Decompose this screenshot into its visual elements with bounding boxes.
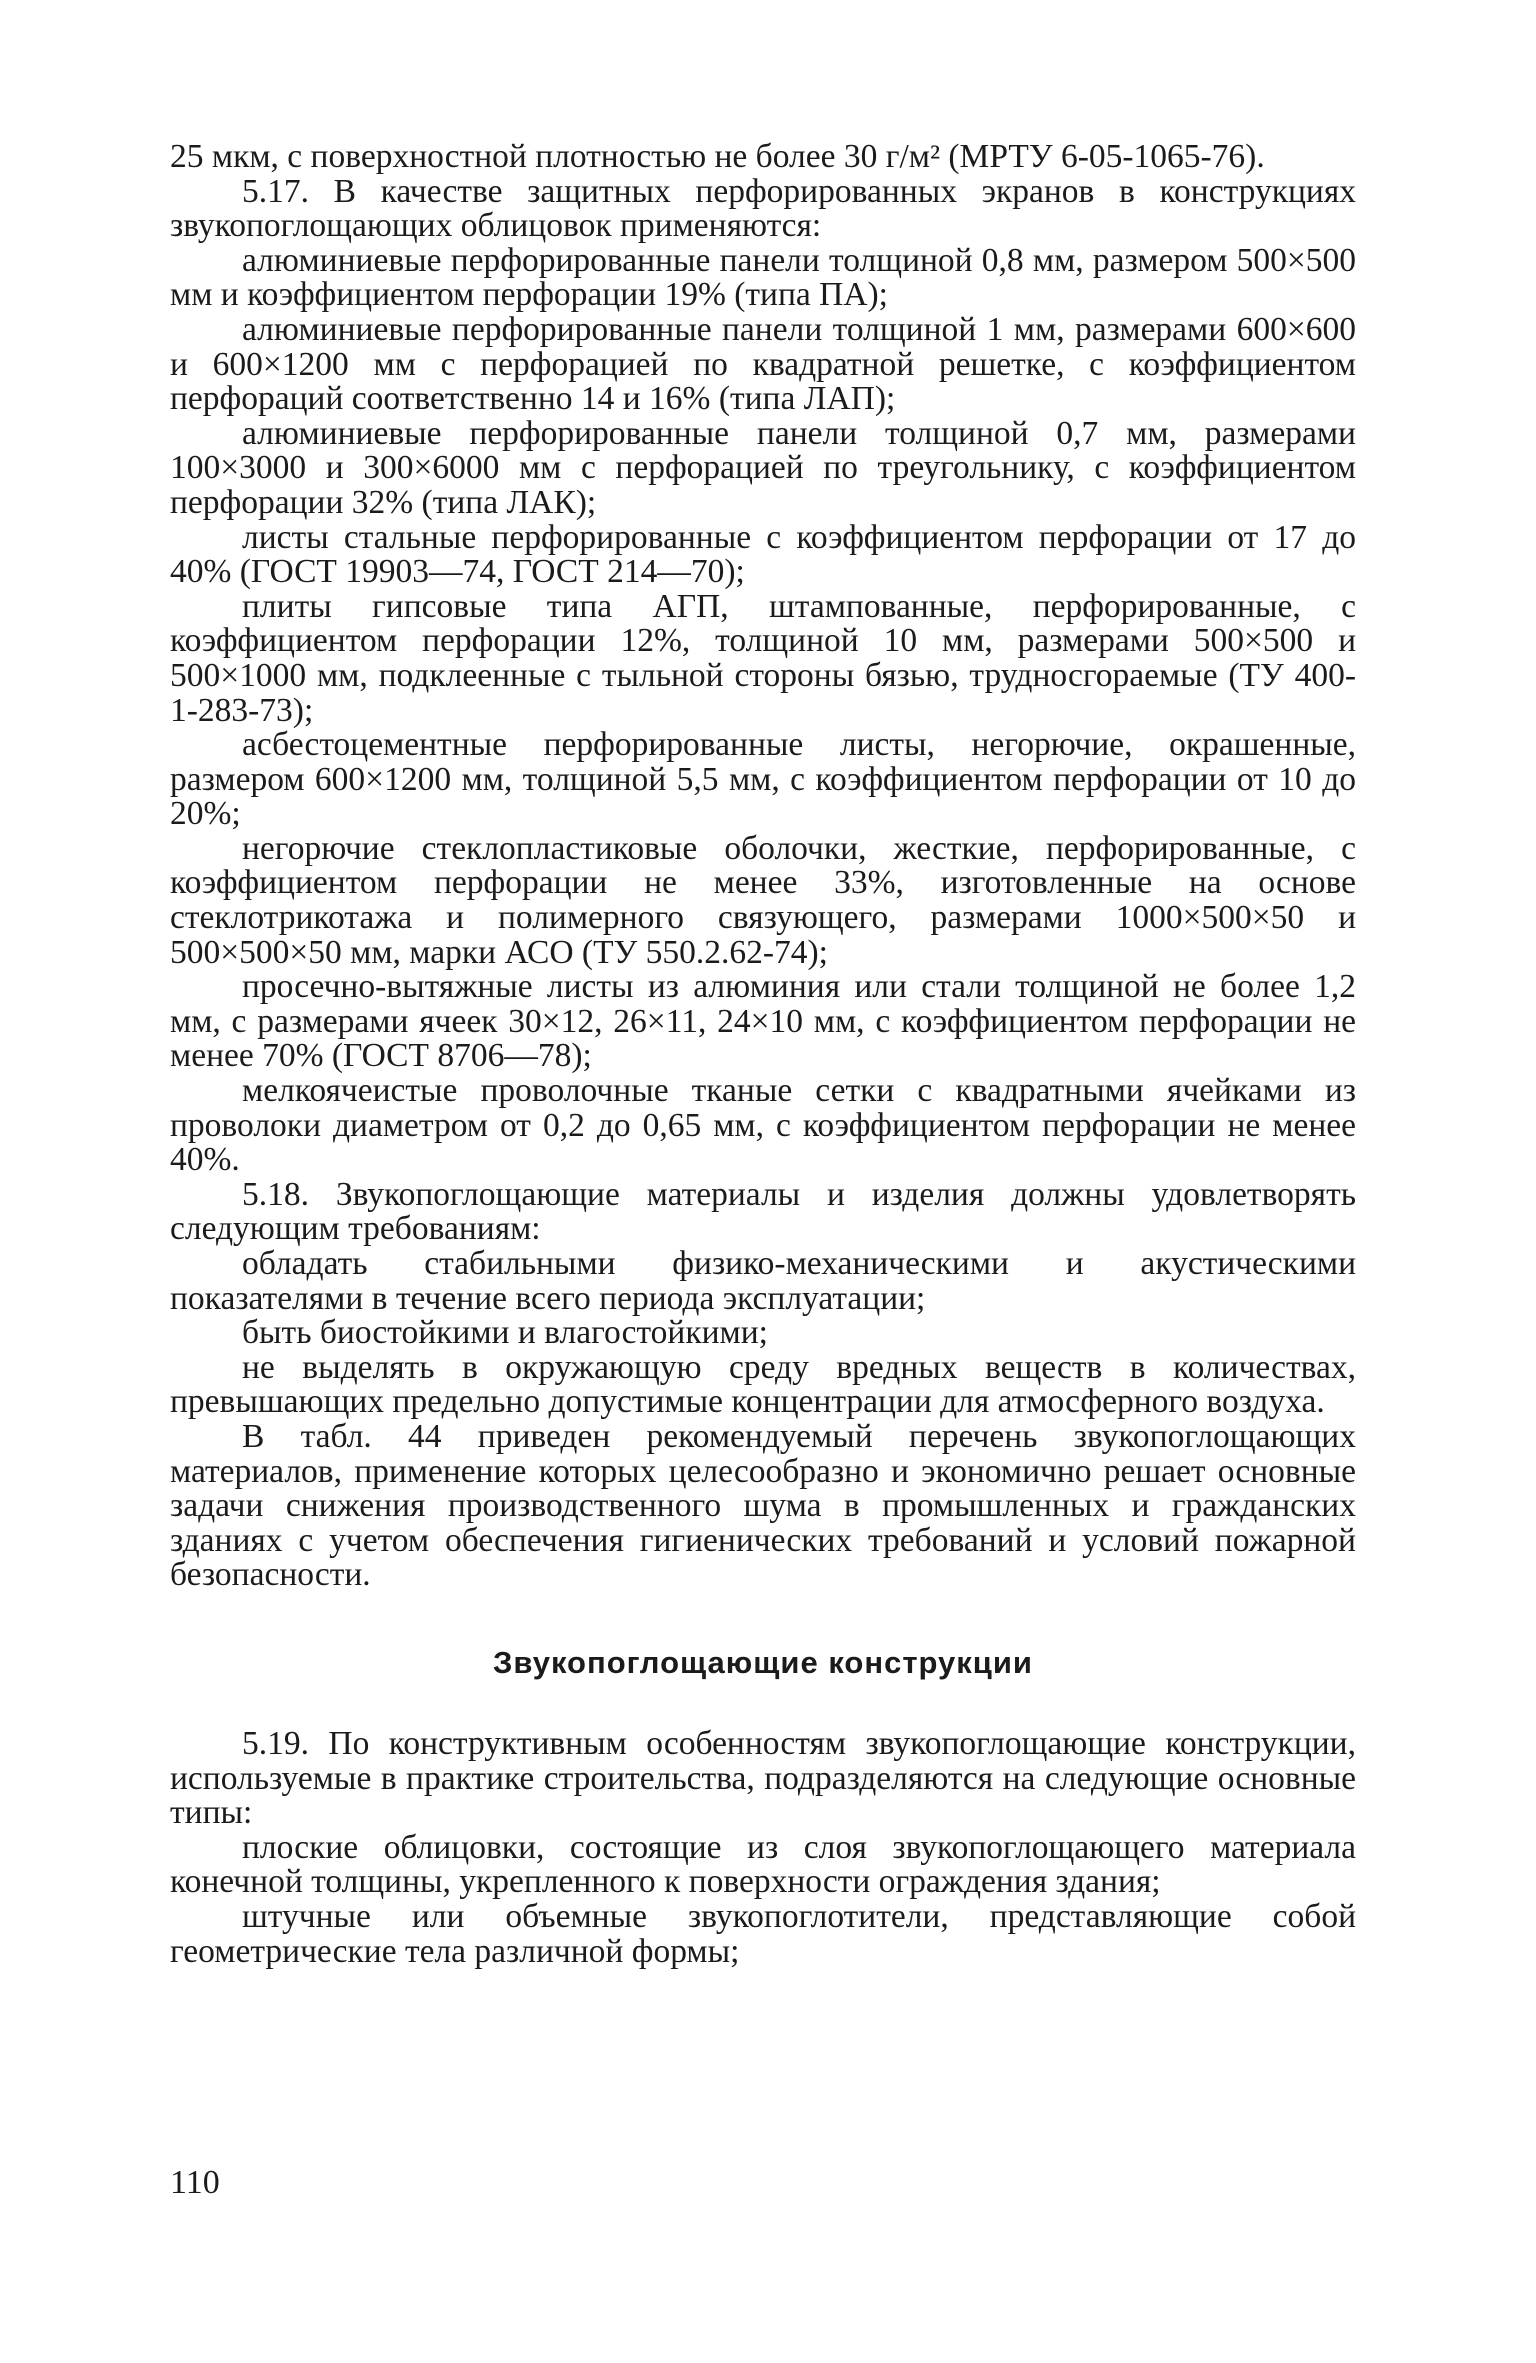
paragraph: В табл. 44 приведен рекомендуемый перечень звукопоглощающих материалов, применение которых целесообразно и экономично решает основные задачи снижения производственного шума в промышленных и гражданских зданиях с учетом обеспечения гигиенических требований и условий пожарной безопасности. [170, 1417, 1356, 1594]
paragraph: алюминиевые перфорированные панели толщиной 0,8 мм, размером 500×500 мм и коэффициентом перфорации 19% (типа ПА); [170, 241, 1356, 314]
paragraph: асбестоцементные перфорированные листы, негорючие, окрашенные, размером 600×1200 мм, толщиной 5,5 мм, с коэффициентом перфорации от 10 до 20%; [170, 726, 1356, 833]
paragraph: мелкоячеистые проволочные тканые сетки с квадратными ячейками из проволоки диаметром от 0,2 до 0,65 мм, с коэффициентом перфорации не менее 40%. [170, 1072, 1356, 1179]
paragraph: 5.18. Звукопоглощающие материалы и изделия должны удовлетворять следующим требованиям: [170, 1175, 1356, 1248]
paragraph: листы стальные перфорированные с коэффициентом перфорации от 17 до 40% (ГОСТ 19903—74, ГОСТ 214—70); [170, 518, 1356, 591]
paragraph: 25 мкм, с поверхностной плотностью не более 30 г/м² (МРТУ 6-05-1065-76). [170, 138, 1265, 175]
paragraph: не выделять в окружающую среду вредных веществ в количествах, превышающих предельно допустимые концентрации для атмосферного воздуха. [170, 1348, 1356, 1421]
paragraphs-bottom [170, 1724, 1356, 1970]
paragraph: быть биостойкими и влагостойкими; [242, 1314, 768, 1352]
paragraph: плоские облицовки, состоящие из слоя звукопоглощающего материала конечной толщины, укрепленного к поверхности ограждения здания; [170, 1828, 1356, 1901]
paragraph: обладать стабильными физико-механическими и акустическими показателями в течение всего периода эксплуатации; [170, 1245, 1356, 1317]
paragraph: штучные или объемные звукопоглотители, представляющие собой геометрические тела различной формы; [170, 1897, 1356, 1970]
paragraph: плиты гипсовые типа АГП, штампованные, перфорированные, с коэффициентом перфорации 12%, толщиной 10 мм, размерами 500×500 и 500×1000 мм, подклеенные с тыльной стороны бязью, трудносгораемые (ТУ 400-1-283-73); [170, 587, 1356, 729]
paragraph: 5.17. В качестве защитных перфорированных экранов в конструкциях звукопоглощающих облицовок применяются: [170, 172, 1356, 245]
paragraph: негорючие стеклопластиковые оболочки, жесткие, перфорированные, с коэффициентом перфорации не менее 33%, изготовленные на основе стеклотрикотажа и полимерного связующего, размерами 1000×500×50 и 500×500×50 мм, марки АСО (ТУ 550.2.62-74); [170, 829, 1356, 971]
paragraph: алюминиевые перфорированные панели толщиной 0,7 мм, размерами 100×3000 и 300×6000 мм с перфорацией по треугольнику, с коэффициентом перфорации 32% (типа ЛАК); [170, 414, 1356, 521]
paragraph: алюминиевые перфорированные панели толщиной 1 мм, размерами 600×600 и 600×1200 мм с перфорацией по квадратной решетке, с коэффициентом перфораций соответственно 14 и 16% (типа ЛАП); [170, 310, 1356, 418]
paragraphs-top [170, 140, 1356, 1593]
document-page [170, 140, 1356, 1969]
section-heading: Звукопоглощающие конструкции [493, 1644, 1033, 1680]
paragraph: 5.19. По конструктивным особенностям звукопоглощающие конструкции, используемые в практике строительства, подразделяются на следующие основные типы: [170, 1724, 1356, 1832]
page-number: 110 [170, 2164, 220, 2201]
paragraph: просечно-вытяжные листы из алюминия или стали толщиной не более 1,2 мм, с размерами ячеек 30×12, 26×11, 24×10 мм, с коэффициентом перфорации не менее 70% (ГОСТ 8706—78); [170, 968, 1356, 1075]
